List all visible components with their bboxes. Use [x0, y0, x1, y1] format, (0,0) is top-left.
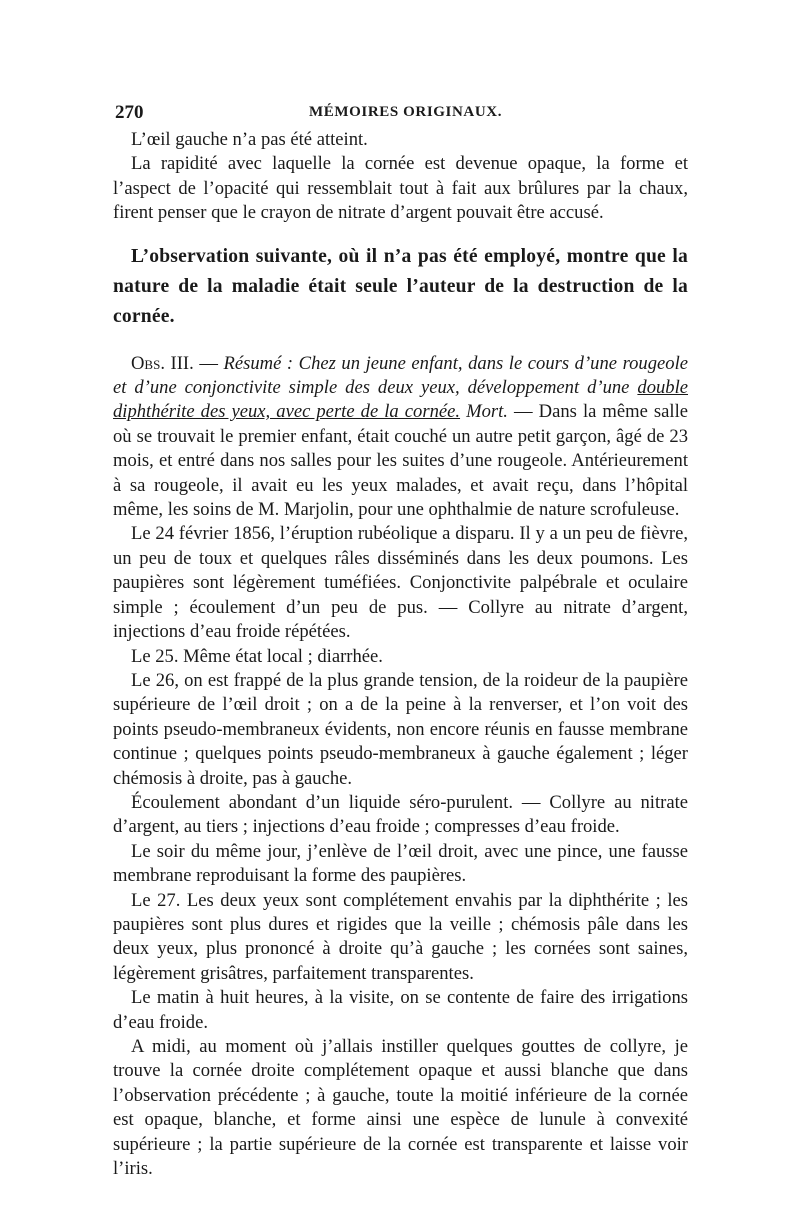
paragraph: L’œil gauche n’a pas été atteint.	[131, 129, 368, 150]
dash: —	[193, 352, 224, 374]
paragraph: Le 26, on est frappé de la plus grande tension, de la roideur de la paupière supérieure de l’œil droit ; on a de la peine à la renverser, et l’on voit des points pseudo-membraneux évidents, non encore réunis en fausse membrane continue ; quelques points pseudo-membraneux à gauche également ; léger chémosis à droite, pas à gauche.	[113, 669, 688, 789]
observation-summary-underlined: double diphthérite des yeux, avec perte de la cornée.	[113, 377, 688, 423]
observation-label: Obs. III.	[131, 352, 194, 374]
paragraph: Le 27. Les deux yeux sont complétement envahis par la diphthérite ; les paupières sont plus dures et rigides que la veille ; chémosis pâle dans les deux yeux, plus prononcé à droite qu’à gauche ; les cornées sont saines, légèrement grisâtres, parfaitement transparentes.	[113, 889, 688, 984]
paragraph: Le 24 février 1856, l’éruption rubéolique a disparu. Il y a un peu de fièvre, un peu de toux et quelques râles disséminés dans les deux poumons. Les paupières sont légèrement tuméfiées. Conjonctivite palpébrale et oculaire simple ; écoulement d’un peu de pus. — Collyre au nitrate d’argent, injections d’eau froide répétées.	[113, 523, 688, 643]
observation-outcome: Mort.	[460, 401, 508, 423]
paragraph: Le soir du même jour, j’enlève de l’œil droit, avec une pince, une fausse membrane reproduisant la forme des paupières.	[113, 840, 688, 887]
paragraph: Le matin à huit heures, à la visite, on se contente de faire des irrigations d’eau froide.	[113, 987, 688, 1033]
observation-paragraph	[113, 352, 688, 523]
bold-paragraph: L’observation suivante, où il n’a pas été employé, montre que la nature de la maladie était seule l’auteur de la destruction de la cornée.	[113, 245, 688, 327]
observation-text: — Dans la même salle où se trouvait le premier enfant, était couché un autre petit garçon, âgé de 23 mois, et entré dans nos salles pour les suites d’une rougeole. Antérieurement à sa rougeole, il avait eu les yeux malades, et avait reçu, dans l’hôpital même, les soins de M. Marjolin, pour une ophthalmie de nature scrofuleuse.	[113, 401, 688, 521]
paragraph: Écoulement abondant d’un liquide séro-purulent. — Collyre au nitrate d’argent, au tiers ; injections d’eau froide ; compresses d’eau froide.	[113, 791, 688, 838]
page-body	[113, 128, 688, 1181]
observation-summary: Résumé : Chez un jeune enfant, dans le cours d’une rougeole et d’une conjonctivite simple des deux yeux, développement d’une	[113, 352, 688, 399]
paragraph: A midi, au moment où j’allais instiller quelques gouttes de collyre, je trouve la cornée droite complétement opaque et aussi blanche que dans l’observation précédente ; à gauche, toute la moitié inférieure de la cornée est opaque, blanche, et forme ainsi une espèce de lunule à convexité supérieure ; la partie supérieure de la cornée est transparente et laisse voir l’iris.	[113, 1036, 688, 1180]
paragraph: La rapidité avec laquelle la cornée est devenue opaque, la forme et l’aspect de l’opacité qui ressemblait tout à fait aux brûlures par la chaux, firent penser que le crayon de nitrate d’argent pouvait être accusé.	[113, 153, 688, 224]
running-head: MÉMOIRES ORIGINAUX.	[309, 104, 503, 120]
page-number: 270	[115, 102, 144, 123]
paragraph: Le 25. Même état local ; diarrhée.	[131, 645, 383, 667]
page-header	[113, 100, 688, 128]
